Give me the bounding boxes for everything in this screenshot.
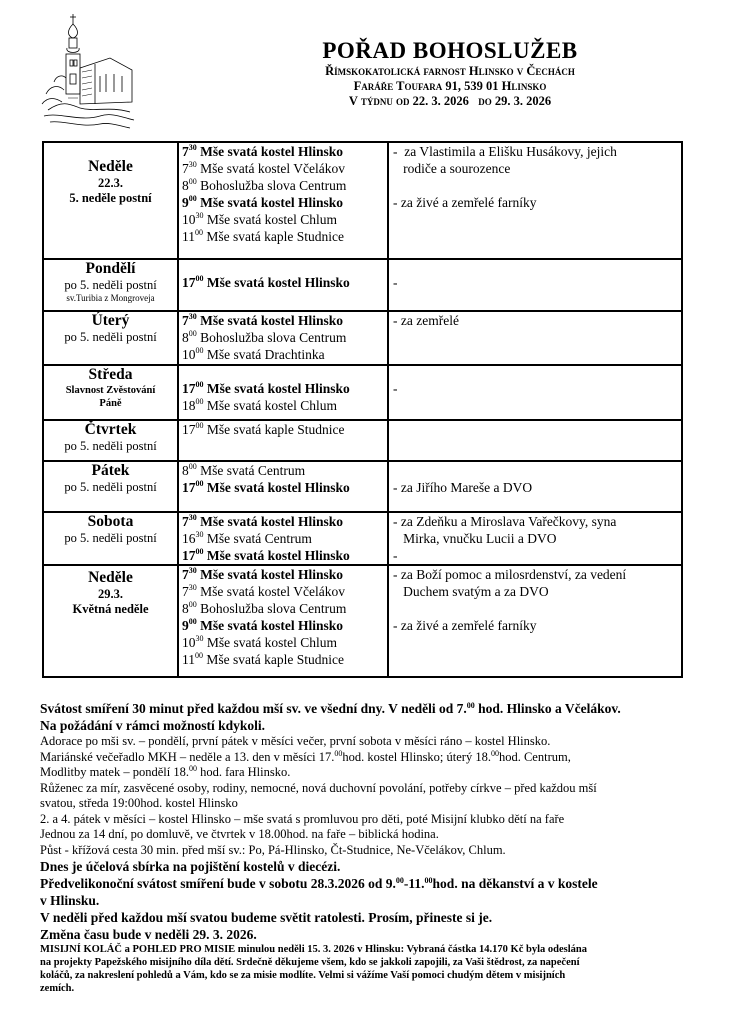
day-name: Pondělí	[85, 260, 136, 277]
mass-minute: 00	[195, 547, 204, 556]
mass-hour: 17	[182, 548, 196, 563]
mass-hour: 11	[182, 652, 195, 667]
day-cell	[43, 311, 178, 365]
intention-line: - za živé a zemřelé farníky	[393, 618, 537, 633]
mass-cell	[178, 365, 388, 420]
mass-line	[182, 329, 387, 346]
mass-cell	[178, 565, 388, 677]
mass-description: Mše svatá kostel Hlinsko	[203, 381, 350, 396]
mass-minute: 00	[188, 617, 197, 626]
mass-hour: 7	[182, 584, 189, 599]
mass-line	[182, 617, 387, 634]
mass-minute: 00	[188, 177, 197, 186]
mass-description: Bohoslužba slova Centrum	[196, 601, 347, 616]
note-mission-3: koláčů, za nakreslení pohledů a Vám, kdo se za misie modlíte. Velmi si vážíme Vaší pomoci chudým dětem v misijních	[40, 970, 566, 981]
mass-description: Mše svatá kostel Hlinsko	[203, 275, 350, 290]
mass-line	[182, 194, 387, 211]
day-subtitle: Slavnost Zvěstování	[65, 385, 156, 396]
mass-line	[182, 143, 387, 160]
mass-cell	[178, 512, 388, 565]
mass-hour: 7	[182, 144, 189, 159]
intention-line: -	[393, 548, 398, 563]
day-cell	[43, 420, 178, 461]
day-subtitle: po 5. neděli postní	[64, 531, 157, 545]
note-mission-2: na projekty Papežského misijního díla dětí. Srdečně děkujeme všem, kdo se jakkoli zapojili, za Vaši štědrost, za napečení	[40, 957, 580, 968]
mass-minute: 30	[195, 211, 204, 220]
mass-description: Bohoslužba slova Centrum	[196, 330, 347, 345]
mass-line	[182, 160, 387, 177]
note-rosary-2: svatou, středa 19:00hod. kostel Hlinsko	[40, 796, 238, 810]
mass-description: Bohoslužba slova Centrum	[196, 178, 347, 193]
mass-description: Mše svatá kostel Hlinsko	[203, 548, 350, 563]
intention-line: Duchem svatým a za DVO	[393, 584, 549, 599]
mass-hour: 7	[182, 514, 189, 529]
day-name: Čtvrtek	[84, 421, 137, 438]
mass-minute: 00	[195, 479, 204, 488]
mass-line	[182, 566, 387, 583]
intention-line: - za živé a zemřelé farníky	[393, 195, 537, 210]
day-subtitle: Květná neděle	[72, 602, 149, 616]
intention-cell	[388, 565, 682, 677]
intention-line: - za Boží pomoc a milosrdenství, za vedení	[393, 567, 627, 582]
schedule-row	[43, 259, 682, 311]
mass-minute: 30	[195, 634, 204, 643]
intention-line	[393, 329, 681, 346]
note-kids-2: Jednou za 14 dní, po domluvě, ve čtvrtek v 18.00hod. na faře – biblická hodina.	[40, 827, 439, 841]
day-name: Úterý	[91, 312, 130, 329]
day-cell	[43, 142, 178, 259]
note-confession: Svátost smíření 30 minut před každou mší sv. ve všední dny. V neděli od 7.00 hod. Hlinsko a Včelákov.	[40, 701, 621, 716]
mass-description: Mše svatá kostel Hlinsko	[196, 313, 344, 328]
note-mothers: Modlitby matek – pondělí 18.00 hod. fara Hlinsko.	[40, 764, 291, 779]
mass-line	[182, 634, 387, 651]
mass-minute: 00	[195, 346, 204, 355]
intention-line	[393, 397, 681, 414]
header	[270, 38, 630, 109]
day-subtitle: 29.3.	[98, 587, 123, 601]
intention-cell	[388, 311, 682, 365]
intention-cell	[388, 420, 682, 461]
mass-description: Mše svatá kostel Chlum	[203, 212, 337, 227]
day-name: Neděle	[88, 158, 133, 175]
mass-minute: 00	[195, 380, 204, 389]
mass-minute: 00	[188, 329, 197, 338]
intention-cell	[388, 512, 682, 565]
note-collection: Dnes je účelová sbírka na pojištění kostelů v diecézi.	[40, 859, 341, 874]
day-cell	[43, 365, 178, 420]
intention-cell	[388, 365, 682, 420]
mass-description: Mše svatá Centrum	[196, 463, 306, 478]
week-range: V týdnu od 22. 3. 2026 do 29. 3. 2026	[348, 94, 552, 108]
mass-hour: 7	[182, 567, 189, 582]
mass-minute: 30	[188, 143, 197, 152]
mass-minute: 00	[188, 600, 197, 609]
mass-hour: 10	[182, 347, 196, 362]
mass-description: Mše svatá kostel Hlinsko	[196, 567, 344, 582]
mass-hour: 8	[182, 330, 189, 345]
mass-description: Mše svatá kaple Studnice	[203, 229, 344, 244]
schedule-row	[43, 365, 682, 420]
intention-line	[393, 651, 681, 668]
mass-minute: 30	[188, 583, 197, 592]
mass-hour: 9	[182, 195, 189, 210]
intention-line	[393, 228, 681, 245]
mass-hour: 17	[182, 381, 196, 396]
schedule-row	[43, 142, 682, 259]
note-easter-confession: Předvelikonoční svátost smíření bude v sobotu 28.3.2026 od 9.00-11.00hod. na děkanství a v kostele	[40, 876, 598, 891]
day-subtitle: 5. neděle postní	[69, 191, 152, 205]
mass-minute: 00	[195, 228, 203, 237]
mass-minute: 30	[188, 312, 197, 321]
intention-line	[393, 462, 681, 479]
mass-hour: 18	[182, 398, 196, 413]
note-branches: V neděli před každou mší svatou budeme světit ratolesti. Prosím, přineste si je.	[40, 910, 493, 925]
intention-line: Mirka, vnučku Lucii a DVO	[393, 531, 557, 546]
day-name: Středa	[88, 366, 133, 383]
intention-line: - za Jiřího Mareše a DVO	[393, 480, 533, 495]
day-subtitle: 22.3.	[98, 176, 123, 190]
intention-cell	[388, 142, 682, 259]
mass-cell	[178, 259, 388, 311]
intention-line	[393, 634, 681, 651]
mass-hour: 8	[182, 601, 189, 616]
mass-minute: 00	[188, 194, 197, 203]
mass-hour: 8	[182, 463, 189, 478]
mass-hour: 9	[182, 618, 189, 633]
schedule-row	[43, 565, 682, 677]
schedule-row	[43, 420, 682, 461]
mass-line	[182, 462, 387, 479]
mass-line	[182, 583, 387, 600]
mass-description: Mše svatá kostel Hlinsko	[196, 144, 344, 159]
mass-description: Mše svatá kostel Včelákov	[196, 161, 345, 176]
mass-minute: 30	[188, 513, 197, 522]
mass-minute: 00	[188, 462, 197, 471]
mass-description: Mše svatá kostel Chlum	[203, 635, 337, 650]
mass-minute: 00	[195, 651, 203, 660]
church-logo	[40, 12, 135, 130]
mass-minute: 30	[188, 160, 197, 169]
mass-line	[182, 421, 387, 438]
mass-hour: 17	[182, 480, 196, 495]
day-subtitle: po 5. neděli postní	[64, 330, 157, 344]
mass-cell	[178, 461, 388, 512]
mass-hour: 17	[182, 275, 196, 290]
note-mission-4: zemích.	[40, 983, 75, 994]
mass-line	[182, 228, 387, 245]
note-lent: Půst - křížová cesta 30 min. před mší sv.: Po, Pá-Hlinsko, Čt-Studnice, Ne-Včelákov, Chlum.	[40, 842, 506, 857]
mass-hour: 17	[182, 422, 196, 437]
day-subtitle: po 5. neděli postní	[64, 278, 157, 292]
mass-hour: 7	[182, 161, 189, 176]
notes-section	[40, 700, 700, 995]
mass-hour: 7	[182, 313, 189, 328]
schedule-table	[42, 141, 683, 678]
day-name: Neděle	[88, 569, 133, 586]
mass-minute: 00	[195, 274, 204, 283]
mass-line	[182, 397, 387, 414]
day-subtitle: sv.Turibia z Mongroveja	[66, 293, 155, 303]
day-cell	[43, 565, 178, 677]
mass-line	[182, 312, 387, 329]
schedule-row	[43, 311, 682, 365]
mass-hour: 8	[182, 178, 189, 193]
intention-line	[393, 421, 681, 438]
intention-line: -	[393, 381, 398, 396]
intention-line: - za zemřelé	[393, 313, 459, 328]
mass-description: Mše svatá kostel Chlum	[203, 398, 337, 413]
schedule-row	[43, 512, 682, 565]
mass-line	[182, 547, 387, 564]
mass-minute: 30	[195, 530, 204, 539]
intention-line: -	[393, 275, 398, 290]
note-mkh: Mariánské večeřadlo MKH – neděle a 13. den v měsíci 17.00hod. kostel Hlinsko; úterý 18.00hod. Centrum,	[40, 748, 571, 764]
mass-description: Mše svatá kostel Hlinsko	[196, 618, 344, 633]
intention-line: rodiče a sourozence	[393, 161, 511, 176]
page-title: POŘAD BOHOSLUŽEB	[322, 38, 578, 63]
intention-cell	[388, 461, 682, 512]
note-confession-2: Na požádání v rámci možností kdykoli.	[40, 718, 266, 733]
day-cell	[43, 461, 178, 512]
day-subtitle: po 5. neděli postní	[64, 480, 157, 494]
note-kids: 2. a 4. pátek v měsíci – kostel Hlinsko – mše svatá s promluvou pro děti, poté Misijní klubko dětí na faře	[40, 811, 565, 826]
mass-description: Mše svatá kostel Hlinsko	[203, 480, 350, 495]
mass-hour: 10	[182, 635, 196, 650]
mass-line	[182, 346, 387, 363]
intention-line	[393, 177, 681, 194]
mass-description: Mše svatá kostel Hlinsko	[196, 514, 344, 529]
intention-line	[393, 346, 681, 363]
mass-line	[182, 274, 387, 291]
parish-name: Římskokatolická farnost Hlinsko v Čechách	[325, 64, 575, 78]
note-easter-confession-2: v Hlinsku.	[40, 893, 100, 908]
mass-minute: 00	[195, 397, 204, 406]
mass-description: Mše svatá kostel Hlinsko	[196, 195, 344, 210]
parish-address: Faráře Toufara 91, 539 01 Hlinsko	[353, 79, 547, 93]
schedule-row	[43, 461, 682, 512]
intention-line: - za Zdeňku a Miroslava Vařečkovy, syna	[393, 514, 617, 529]
intention-cell	[388, 259, 682, 311]
mass-hour: 16	[182, 531, 196, 546]
intention-line	[393, 211, 681, 228]
mass-cell	[178, 142, 388, 259]
day-name: Pátek	[91, 462, 130, 479]
mass-hour: 11	[182, 229, 195, 244]
mass-hour: 10	[182, 212, 196, 227]
mass-minute: 30	[188, 566, 197, 575]
mass-line	[182, 600, 387, 617]
intention-line	[393, 600, 681, 617]
note-rosary: Růženec za mír, zasvěcené osoby, rodiny, nemocné, nová duchovní povolání, potřeby církve – před každou mší	[40, 780, 597, 795]
day-subtitle: Páně	[99, 398, 122, 409]
mass-cell	[178, 420, 388, 461]
mass-line	[182, 513, 387, 530]
note-mission: MISIJNÍ KOLÁČ a POHLED PRO MISIE minulou neděli 15. 3. 2026 v Hlinsku: Vybraná částka 14.170 Kč byla odeslána	[40, 944, 587, 955]
day-cell	[43, 512, 178, 565]
note-adoration: Adorace po mši sv. – pondělí, první pátek v měsíci večer, první sobota v měsíci ráno – kostel Hlinsko.	[40, 734, 551, 748]
note-time-change: Změna času bude v neděli 29. 3. 2026.	[40, 927, 257, 942]
day-cell	[43, 259, 178, 311]
mass-line	[182, 380, 387, 397]
day-subtitle: po 5. neděli postní	[64, 439, 157, 453]
mass-description: Mše svatá Drachtinka	[203, 347, 325, 362]
mass-line	[182, 530, 387, 547]
mass-description: Mše svatá kaple Studnice	[203, 652, 344, 667]
mass-cell	[178, 311, 388, 365]
mass-description: Mše svatá Centrum	[203, 531, 312, 546]
day-name: Sobota	[87, 513, 134, 530]
mass-description: Mše svatá kaple Studnice	[203, 422, 345, 437]
mass-minute: 00	[195, 421, 204, 430]
mass-line	[182, 651, 387, 668]
mass-description: Mše svatá kostel Včelákov	[196, 584, 345, 599]
mass-line	[182, 479, 387, 496]
mass-line	[182, 211, 387, 228]
intention-line: - za Vlastimila a Elišku Husákovy, jejich	[393, 144, 617, 159]
mass-line	[182, 177, 387, 194]
